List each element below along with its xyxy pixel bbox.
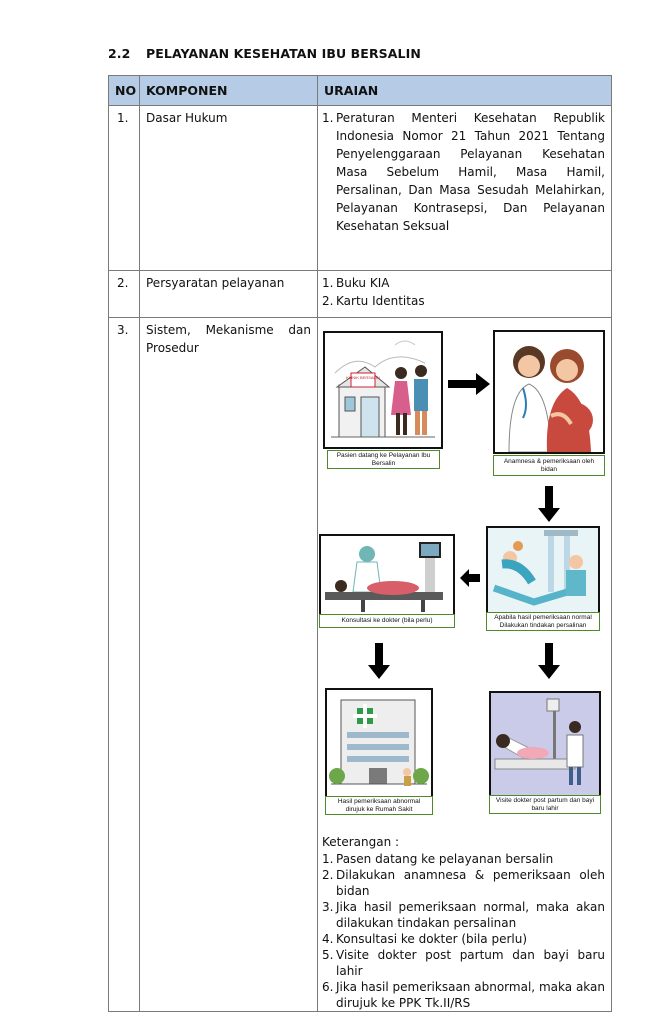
header-uraian: URAIAN (318, 76, 612, 106)
table-row (109, 271, 612, 318)
flowchart (322, 321, 605, 829)
clinic-sign: KLINIK BERSALIN (346, 375, 380, 380)
keterangan-title: Keterangan : (322, 835, 400, 849)
step-2-illustration (493, 330, 605, 454)
step-3-caption: Apabila hasil pemeriksaan normal Dilakukan tindakan persalinan (486, 612, 600, 631)
step-3-illustration (486, 526, 600, 614)
list-item: 6. Jika hasil pemeriksaan abnormal, maka akan dirujuk ke PPK Tk.II/RS (322, 980, 605, 1010)
row-number: 3. (109, 318, 140, 1012)
row-number: 1. (109, 106, 140, 271)
step-5-illustration (325, 688, 433, 798)
table-header-row (109, 76, 612, 106)
arrow-left-icon (460, 569, 480, 587)
step-5-caption: Hasil pemeriksaan abnormal dirujuk ke Rumah Sakit (325, 796, 433, 815)
list-item: 1. Peraturan Menteri Kesehatan Republik Indonesia Nomor 21 Tahun 2021 Tentang Penyelenggaraan Pelayanan Kesehatan Masa Sebelum Hamil, Masa Hamil, Persalinan, Dan Masa Sesudah Melahirkan, Pelayanan Kontrasepsi, Dan Pelayanan Kesehatan Seksual (322, 111, 605, 233)
row-component: Persyaratan pelayanan (140, 271, 318, 318)
step-4-illustration (319, 534, 455, 618)
list-item: 5. Visite dokter post partum dan bayi baru lahir (322, 948, 605, 978)
row-component: Sistem, Mekanisme dan Prosedur (140, 318, 318, 1012)
arrow-down-icon (538, 486, 560, 522)
section-title: PELAYANAN KESEHATAN IBU BERSALIN (146, 46, 421, 61)
list-item: 2. Kartu Identitas (322, 294, 425, 308)
list-item: 1. Pasen datang ke pelayanan bersalin (322, 852, 554, 866)
header-komponen: KOMPONEN (140, 76, 318, 106)
row-description (318, 318, 612, 1012)
section-heading (108, 46, 421, 61)
step-4-caption: Konsultasi ke dokter (bila perlu) (319, 614, 455, 628)
list-item: 4. Konsultasi ke dokter (bila perlu) (322, 932, 528, 946)
step-1-caption: Pasien datang ke Pelayanan Ibu Bersalin (327, 450, 440, 469)
row-component: Dasar Hukum (140, 106, 318, 271)
step-1-illustration (323, 331, 443, 449)
row-number: 2. (109, 271, 140, 318)
table-row (109, 106, 612, 271)
step-6-caption: Visite dokter post partum dan bayi baru lahir (489, 795, 601, 814)
step-6-illustration (489, 691, 601, 797)
row-description (318, 106, 612, 271)
service-table (108, 75, 612, 1012)
step-2-caption: Anamnesa & pemeriksaan oleh bidan (493, 455, 605, 476)
table-row (109, 318, 612, 1012)
keterangan-list (322, 851, 605, 1011)
arrow-down-icon (368, 643, 390, 679)
list-item: 3. Jika hasil pemeriksaan normal, maka akan dilakukan tindakan persalinan (322, 900, 605, 930)
arrow-down-icon (538, 643, 560, 679)
list-item: 2. Dilakukan anamnesa & pemeriksaan oleh bidan (322, 868, 605, 898)
header-no: NO (109, 76, 140, 106)
section-number: 2.2 (108, 46, 131, 61)
list-item: 1. Buku KIA (322, 276, 390, 290)
row-description (318, 271, 612, 318)
arrow-right-icon (448, 373, 490, 395)
